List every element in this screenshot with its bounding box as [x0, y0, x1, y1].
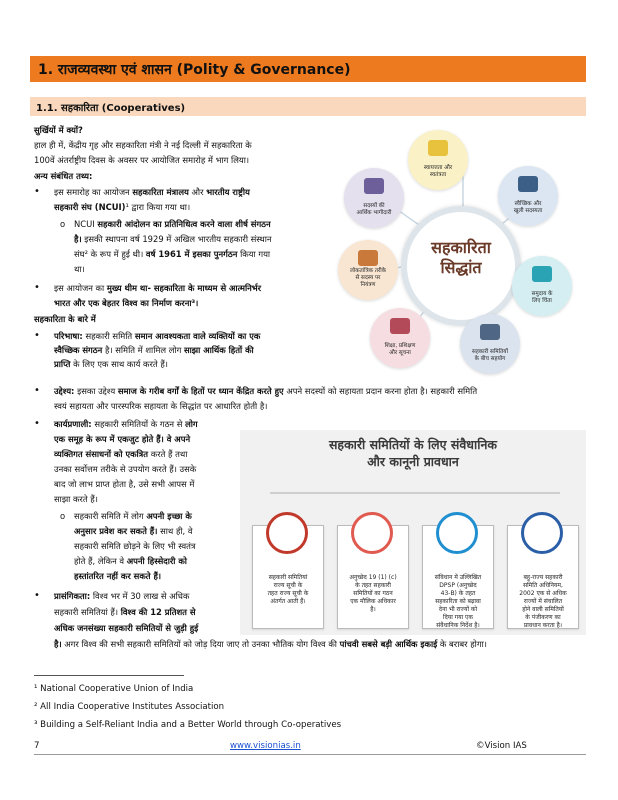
petal-membership: स्वैच्छिक और खुली सदस्यता [498, 166, 558, 226]
bullet-2: • [34, 282, 40, 293]
handshake-icon [480, 324, 500, 340]
functioning-sub-line-2: अनुसार प्रवेश कर सकते हैं। साथ ही, वे [74, 526, 193, 536]
definition-line-2: स्वैच्छिक संगठन है। समिति में शामिल लोग साझा आर्थिक हितों की [54, 345, 254, 355]
graduation-cap-icon [390, 318, 410, 334]
definition-line-3: प्राप्ति के लिए एक साथ कार्य करते हैं। [54, 359, 168, 369]
footnote-3: ³ Building a Self-Reliant India and a Better World through Co-operatives [34, 720, 342, 730]
petal-autonomy: स्वायत्तता और स्वतंत्रता [408, 130, 468, 190]
footnote-2: ² All India Cooperative Institutes Association [34, 702, 225, 712]
objective-line-2: स्वयं सहायता और पारस्परिक सहायता के सिद्धांत पर आधारित होती है। [54, 401, 268, 411]
sub-bullet-2: o [60, 511, 66, 521]
fact-2-line-2: भारत और एक बेहतर विश्व का निर्माण करना³। [54, 298, 199, 308]
fact-1-sub-line-4: था। [74, 264, 85, 274]
footnote-1: ¹ National Cooperative Union of India [34, 684, 194, 694]
provisions-title: सहकारी समितियों के लिए संवैधानिक और कानूनी प्रावधान [328, 437, 498, 469]
news-heading: सुर्खियों में क्यों? [34, 125, 83, 135]
provisions-figure [240, 430, 586, 635]
bullet-4: • [34, 385, 40, 396]
provision-card-3: संविधान में उल्लिखित DPSP (अनुच्छेद 43-B) के तहत सहकारिता को बढ़ावा देना भी राज्यों को दिया गया एक संवैधानिक निर्देश है। [422, 525, 494, 629]
relevance-line-1: प्रासंगिकता: विश्व भर में 30 लाख से अधिक [54, 591, 190, 601]
lightbulb-icon [428, 140, 448, 156]
provision-card-1: सहकारी समितियां राज्य सूची के तहत राज्य सूची के अंतर्गत आती हैं। [252, 525, 324, 629]
wheel-center-label: सहकारिता सिद्धांत [431, 238, 491, 277]
provision-card-2: अनुच्छेद 19 (1) (c) के तहत सहकारी समितियों का गठन एक मौलिक अधिकार है। [337, 525, 409, 629]
fact-1-sub-line-2: है। इसकी स्थापना वर्ष 1929 में अखिल भारतीय सहकारी संस्थान [74, 234, 272, 244]
functioning-line-1: कार्यप्रणाली: सहकारी समितियों के गठन से लोग [54, 419, 198, 429]
relevance-line-4: है। अगर विश्व की सभी सहकारी समितियों को जोड़ दिया जाए तो उनका भौतिक योग विश्व की पांचवी सबसे बड़ी आर्थिक इकाई के बराबर होगा। [54, 639, 487, 649]
facts-heading: अन्य संबंधित तथ्य: [34, 171, 93, 181]
wheel-center [401, 206, 521, 326]
relevance-line-3: अधिक जनसंख्या सहकारी समितियों से जुड़ी हुई [54, 623, 199, 633]
fact-1-line-1: इस समारोह का आयोजन सहकारिता मंत्रालय और भारतीय राष्ट्रीय [54, 187, 250, 197]
bullet-1: • [34, 186, 40, 197]
footer-rule [34, 754, 586, 755]
petal-cooperation: सहकारी समितियों के बीच सहयोग [460, 314, 520, 374]
section-title: 1.1. सहकारिता (Cooperatives) [36, 103, 186, 114]
sub-bullet-1: o [60, 219, 66, 229]
functioning-sub-line-1: सहकारी समिति में लोग अपनी इच्छा के [74, 511, 192, 521]
fact-1-sub-line-3: संघ² के रूप में हुई थी। वर्ष 1961 में इसका पुनर्गठन किया गया [74, 249, 271, 259]
fact-1-sub-line-1: NCUI सहकारी आंदोलन का प्रतिनिधित्व करने वाला शीर्ष संगठन [74, 219, 271, 229]
petal-economic: सदस्यों की आर्थिक भागीदारी [344, 168, 404, 228]
provisions-connector [270, 492, 560, 494]
provision-card-4: बहु-राज्य सहकारी समिति अधिनियम, 2002 एक से अधिक राज्यों में संचालित होने वाली समितियों के पंजीकरण का प्रावधान करता है। [507, 525, 579, 629]
shield-icon [436, 512, 478, 554]
building-icon [521, 512, 563, 554]
website-link[interactable]: www.visionias.in [230, 741, 301, 751]
relevance-line-2: सहकारी समितियां हैं। विश्व की 12 प्रतिशत से [54, 607, 196, 617]
functioning-line-2: एक समूह के रूप में एकजुट होते हैं। वे अपने [54, 434, 191, 444]
page-number: 7 [34, 741, 40, 751]
functioning-line-6: साझा करते हैं। [54, 494, 98, 504]
bullet-6: • [34, 590, 40, 601]
fact-1-line-2: सहकारी संघ (NCUI)¹ द्वारा किया गया था। [54, 202, 191, 212]
section-title-bar [30, 97, 586, 116]
news-line-2: 100वें अंतर्राष्ट्रीय दिवस के अवसर पर आयोजित समारोह में भाग लिया। [34, 155, 250, 165]
objective-line-1: उद्देश्य: इसका उद्देश्य समाज के गरीब वर्गों के हितों पर ध्यान केंद्रित करते हुए अपने सदस्यों को सहायता प्रदान करना होता है। सहकारी समिति [54, 386, 478, 396]
ballot-icon [358, 250, 378, 266]
petal-democratic: लोकतांत्रिक तरीके से सदस्य पर नियंत्रण [338, 240, 398, 300]
document-icon [351, 512, 393, 554]
news-line-1: हाल ही में, केंद्रीय गृह और सहकारिता मंत्री ने नई दिल्ली में सहकारिता के [34, 140, 252, 150]
functioning-sub-line-4: होते हैं, लेकिन वे अपनी हिस्सेदारी को [74, 556, 187, 566]
functioning-line-5: बाद जो लाभ प्राप्त होता है, उसे सभी आपस में [54, 479, 195, 489]
chapter-title: 1. राजव्यवस्था एवं शासन (Polity & Governance) [38, 62, 351, 78]
petal-education: शिक्षा, प्रशिक्षण और सूचना [370, 308, 430, 368]
footnote-rule [34, 675, 184, 676]
fact-2-line-1: इस आयोजन का मुख्य थीम था- सहकारिता के माध्यम से आत्मनिर्भर [54, 283, 262, 293]
chapter-title-bar [30, 56, 586, 82]
coins-icon [364, 178, 384, 194]
functioning-sub-line-5: हस्तांतरित नहीं कर सकते हैं। [74, 571, 162, 581]
bullet-5: • [34, 418, 40, 429]
functioning-line-4: उनका सर्वोत्तम तरीके से उपयोग करते हैं। उसके [54, 464, 197, 474]
petal-community: समुदाय के लिए चिंता [512, 256, 572, 316]
copyright: ©Vision IAS [476, 741, 527, 751]
community-icon [532, 266, 552, 282]
definition-line-1: परिभाषा: सहकारी समिति समान आवश्यकता वाले व्यक्तियों का एक [54, 331, 261, 341]
bullet-3: • [34, 330, 40, 341]
functioning-sub-line-3: सहकारी समिति छोड़ने के लिए भी स्वतंत्र [74, 541, 196, 551]
about-heading: सहकारिता के बारे में [34, 314, 96, 324]
principles-wheel-figure [338, 128, 588, 378]
functioning-line-3: व्यक्तिगत संसाधनों को एकत्रित करते हैं तथा [54, 449, 188, 459]
handshake-icon [266, 512, 308, 554]
people-icon [518, 176, 538, 192]
